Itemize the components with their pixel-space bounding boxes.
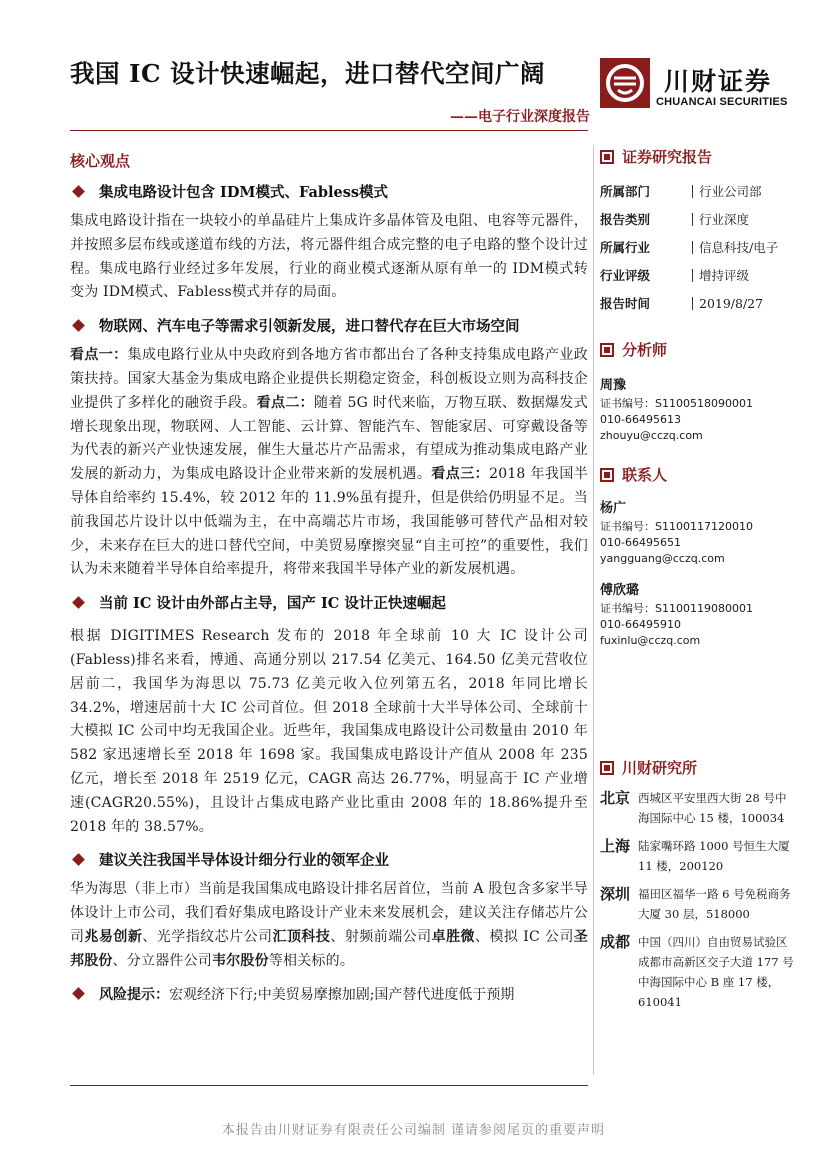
info-value: 行业公司部 [692, 185, 762, 198]
contact-heading-text: 联系人 [622, 466, 668, 484]
paragraph-text: 、分立器件公司 [112, 952, 213, 969]
address-text: 西城区平安里西大街 28 号中海国际中心 15 楼，100034 [638, 791, 787, 825]
info-value: 增持评级 [692, 269, 749, 282]
info-row [600, 261, 800, 289]
column-divider [593, 145, 594, 1075]
paragraph-text: 随着 5G 时代来临，万物互联、数据爆发式增长现象出现，物联网、人工智能、云计算、智能汽车、智能家居、可穿戴设备等为代表的新兴产业快速发展，催生大量芯片产品需求，有望成为推动集成电路产业发展的新动力，为集成电路设计企业带来新的发展机遇。 [70, 394, 588, 483]
paragraph-text: 、模拟 IC 公司 [475, 928, 574, 945]
analyst-heading [600, 339, 800, 360]
document-icon [600, 150, 614, 164]
paragraph-text: 等相关标的。 [268, 952, 355, 969]
address-row [600, 932, 800, 1012]
info-value: 信息科技/电子 [692, 241, 778, 254]
report-info-heading [600, 146, 800, 167]
contact-heading [600, 464, 800, 485]
paragraph-text: 集成电路行业从中央政府到各地方省市都出台了各种支持集成电路产业政策扶持。国家大基金为集成电路企业提供长期稳定资金，科创板设立则为高科技企业提供了多样化的融资手段。 [70, 347, 588, 411]
address-row [600, 836, 800, 876]
address-city: 北京 [600, 789, 631, 807]
info-key: 报告时间 [600, 296, 651, 311]
document-icon [600, 468, 614, 482]
paragraph-text: 、射频前端公司 [330, 928, 432, 945]
section-paragraph: 根据 DIGITIMES Research 发布的 2018 年全球前 10 大 IC 设计公司(Fabless)排名来看，博通、高通分别以 217.54 亿美元、164.50 亿美元营收位居前二，我国华为海思以 75.73 亿美元收入位列第五名，2018 年同比增长 34.2%，增速居前十大 IC 公司首位。但 2018 全球前十大半导体公司、全球前十大模拟 IC 公司中均无我国企业。近些年，我国集成电路设计公司数量由 2010 年 582 家迅速增长至 2018 年 1698 家。我国集成电路设计产值从 2008 年 235 亿元，增长至 2018 年 2519 亿元，CAGR 高达 26.77%，明显高于 IC 产业增速(CAGR20.55%)，且设计占集成电路产业比重由 2008 年的 18.86%提升至 2018 年的 38.57%。 [70, 628, 588, 835]
section-paragraph: 集成电路设计指在一块较小的单晶硅片上集成许多晶体管及电阻、电容等元器件，并按照多层布线或遂道布线的方法，将元器件组合成完整的电子电路的整个设计过程。集成电路行业经过多年发展，行业的商业模式逐渐从原有单一的 IDM模式转变为 IDM模式、Fabless模式并存的局面。 [70, 213, 588, 301]
institute-heading [600, 757, 800, 778]
company-highlight: 兆易创新 [84, 928, 143, 945]
report-subtitle: ——电子行业深度报告 [450, 109, 590, 125]
company-highlight: 韦尔股份 [212, 952, 269, 969]
info-row [600, 289, 800, 317]
institute-heading-text: 川财研究所 [622, 759, 698, 777]
contact-card [600, 497, 800, 567]
address-city: 成都 [600, 933, 631, 951]
analyst-card [600, 374, 800, 444]
paragraph-text: 2018 年我国半导体自给率约 15.4%，较 2012 年的 11.9%虽有提升，但是供给仍明显不足。当前我国芯片设计以中低端为主，在中高端芯片市场，我国能够可替代产品相对较少，未来存在巨大的进口替代空间，中美贸易摩擦突显“自主可控”的重要性，我们认为未来随着半导体自给率提升，将带来我国半导体产业的新发展机遇。 [70, 466, 588, 578]
section-paragraph [70, 878, 588, 973]
section-paragraph [70, 344, 588, 582]
core-views-title: 核心观点 [70, 152, 131, 170]
paragraph-text: 、光学指纹芯片公司 [142, 928, 273, 945]
info-key: 所属部门 [600, 184, 651, 199]
document-icon [600, 761, 614, 775]
info-value: 行业深度 [692, 213, 749, 226]
person-name: 杨广 [600, 501, 627, 516]
report-title: 我国 IC 设计快速崛起，进口替代空间广阔 [70, 59, 546, 88]
document-icon [600, 343, 614, 357]
section-heading [70, 315, 588, 336]
diamond-bullet-icon [72, 853, 85, 866]
report-info-heading-text: 证券研究报告 [622, 148, 713, 166]
person-cert: 证书编号：S1100117120010 [600, 520, 753, 533]
highlight-label: 看点一： [70, 347, 128, 364]
paragraph-text: 华为海思（非上市）当前是我国集成电路设计排名居首位，当前 A 股包含多家半导体设计上市公司，我们看好集成电路设计产业未来发展机会，建议关注存储芯片公司 [70, 881, 588, 945]
address-city: 深圳 [600, 885, 631, 903]
risk-text: 宏观经济下行;中美贸易摩擦加剧;国产替代进度低于预期 [169, 986, 515, 1003]
sidebar [600, 146, 800, 1020]
contact-card [600, 579, 800, 649]
info-row [600, 177, 800, 205]
address-text: 中国（四川）自由贸易试验区成都市高新区交子大道 177 号中海国际中心 B 座 17 楼，610041 [638, 935, 794, 1009]
person-phone: 010-66495613 [600, 413, 681, 426]
diamond-bullet-icon [72, 185, 85, 198]
person-email[interactable]: zhouyu@cczq.com [600, 429, 703, 442]
address-city: 上海 [600, 837, 631, 855]
section-heading-text: 物联网、汽车电子等需求引领新发展，进口替代存在巨大市场空间 [99, 318, 520, 336]
company-highlight: 卓胜微 [431, 928, 475, 945]
person-phone: 010-66495910 [600, 618, 681, 631]
section-heading-text: 建议关注我国半导体设计细分行业的领军企业 [99, 852, 389, 870]
highlight-label: 看点三： [431, 466, 490, 483]
company-logo-name: 川财证券 [664, 67, 773, 96]
company-logo-english: CHUANCAI SECURITIES [656, 96, 788, 108]
company-logo-icon [600, 58, 650, 108]
section-heading [70, 592, 588, 613]
main-content [70, 150, 588, 1004]
section-heading [70, 849, 588, 870]
person-email[interactable]: fuxinlu@cczq.com [600, 634, 701, 647]
info-row [600, 205, 800, 233]
diamond-bullet-icon [72, 596, 85, 609]
info-key: 报告类别 [600, 212, 651, 227]
diamond-bullet-icon [72, 319, 85, 332]
info-key: 所属行业 [600, 240, 651, 255]
person-email[interactable]: yangguang@cczq.com [600, 552, 725, 565]
person-phone: 010-66495651 [600, 536, 681, 549]
info-row [600, 233, 800, 261]
header-divider [70, 130, 588, 131]
info-key: 行业评级 [600, 268, 651, 283]
person-name: 周豫 [600, 378, 627, 393]
person-cert: 证书编号：S1100518090001 [600, 397, 753, 410]
company-highlight: 汇顶科技 [272, 928, 331, 945]
footer-disclaimer: 本报告由川财证券有限责任公司编制 谨请参阅尾页的重要声明 [221, 1123, 606, 1138]
risk-label: 风险提示： [99, 986, 169, 1003]
address-text: 福田区福华一路 6 号免税商务大厦 30 层，518000 [638, 887, 791, 921]
footer-divider [70, 1085, 588, 1086]
info-value: 2019/8/27 [692, 297, 763, 310]
risk-warning [70, 984, 588, 1004]
person-cert: 证书编号：S1100119080001 [600, 602, 753, 615]
address-row [600, 788, 800, 828]
highlight-label: 看点二： [256, 394, 315, 411]
address-row [600, 884, 800, 924]
person-name: 傅欣璐 [600, 583, 640, 598]
section-heading-text: 当前 IC 设计由外部占主导，国产 IC 设计正快速崛起 [99, 595, 446, 613]
section-heading [70, 181, 588, 202]
section-heading-text: 集成电路设计包含 IDM模式、Fabless模式 [99, 184, 389, 201]
address-text: 陆家嘴环路 1000 号恒生大厦 11 楼，200120 [638, 839, 790, 873]
analyst-heading-text: 分析师 [622, 341, 668, 359]
company-highlight: 圣邦股份 [70, 928, 588, 969]
diamond-bullet-icon [72, 987, 85, 1000]
